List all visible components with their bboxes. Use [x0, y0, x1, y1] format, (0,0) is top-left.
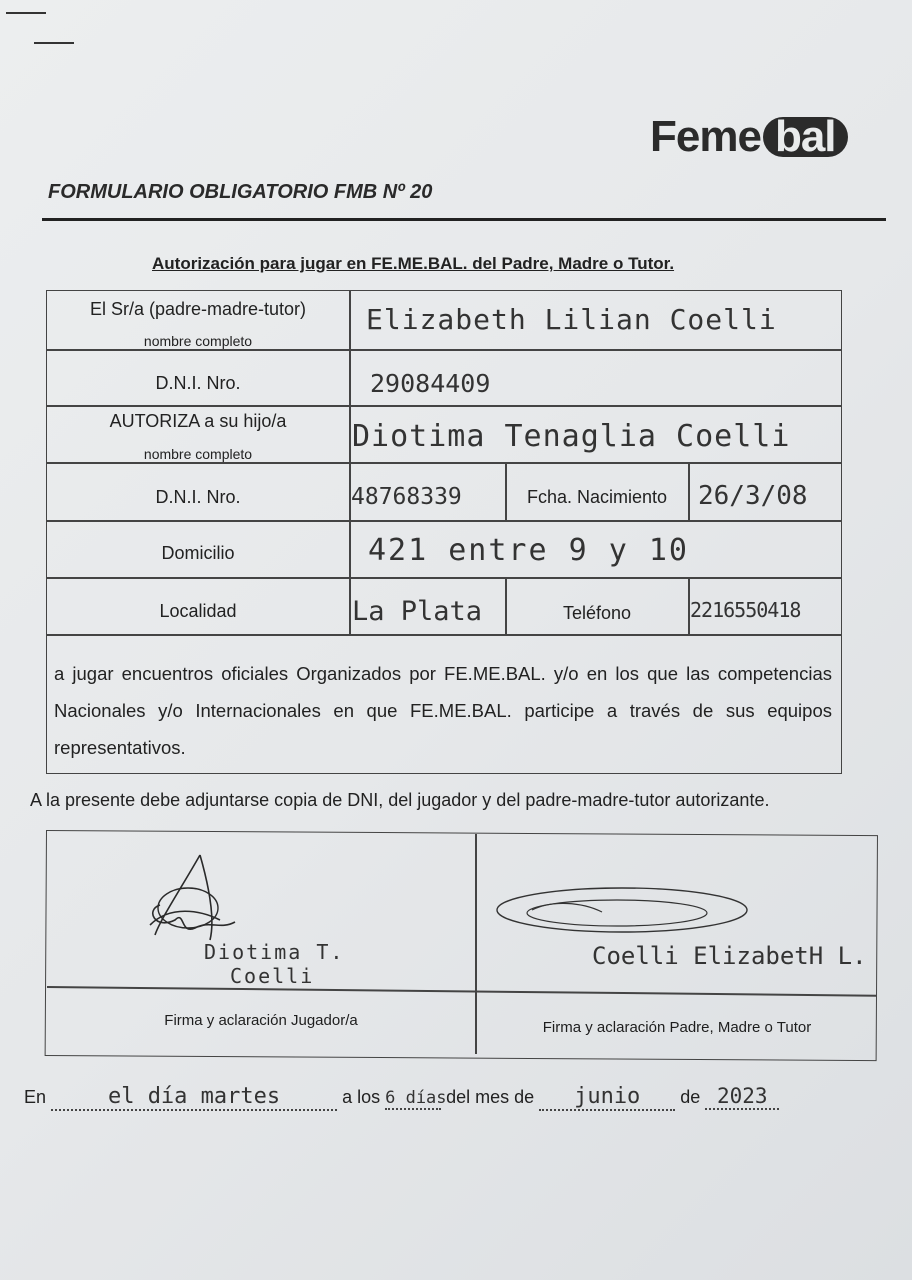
- day-value: el día martes: [51, 1084, 337, 1111]
- city-label: Localidad: [159, 601, 237, 621]
- column-divider: [688, 462, 690, 520]
- row-divider: [46, 462, 841, 464]
- page-mark: [6, 12, 46, 14]
- parent-signature-caption: Firma y aclaración Padre, Madre o Tutor: [542, 1019, 812, 1036]
- title-rule: [42, 218, 886, 221]
- femebal-logo: [650, 112, 848, 162]
- birth-date-label: Fcha. Nacimiento: [526, 487, 668, 507]
- child-dni-label: D.N.I. Nro.: [155, 487, 241, 507]
- child-name-value: Diotima Tenaglia Coelli: [352, 419, 791, 454]
- child-dni-value: 48768339: [351, 484, 462, 510]
- parent-dni-label: D.N.I. Nro.: [155, 373, 241, 393]
- form-subtitle: Autorización para jugar en FE.ME.BAL. del Padre, Madre o Tutor.: [152, 254, 675, 273]
- row-divider: [46, 405, 841, 407]
- a-los-text: a los: [342, 1087, 381, 1107]
- parent-dni-value: 29084409: [370, 369, 491, 398]
- del-mes-text: del mes de: [446, 1087, 535, 1107]
- month-value: junio: [539, 1084, 675, 1111]
- days-value: 6 días: [385, 1088, 447, 1108]
- child-sublabel: nombre completo: [143, 446, 253, 462]
- row-divider: [46, 634, 841, 636]
- row-divider: [46, 349, 841, 351]
- de-text: de: [680, 1087, 701, 1107]
- page-mark: [34, 42, 74, 44]
- row-divider: [46, 577, 841, 579]
- parent-signature: [492, 880, 762, 940]
- player-signature: [140, 850, 250, 950]
- player-signature-caption: Firma y aclaración Jugador/a: [164, 1012, 358, 1029]
- signature-divider: [475, 834, 477, 1054]
- address-label: Domicilio: [161, 543, 235, 563]
- birth-date-value: 26/3/08: [698, 481, 808, 511]
- parent-name-value: Elizabeth Lilian Coelli: [366, 303, 777, 336]
- parent-sublabel: nombre completo: [143, 333, 253, 349]
- player-name-line2: Coelli: [230, 964, 315, 988]
- logo-text: Feme: [650, 112, 761, 161]
- column-divider: [349, 290, 351, 634]
- phone-value: 2216550418: [690, 598, 801, 622]
- parent-label: El Sr/a (padre-madre-tutor): [89, 299, 307, 319]
- form-title: FORMULARIO OBLIGATORIO FMB Nº 20: [48, 181, 433, 203]
- attachment-note: A la presente debe adjuntarse copia de DNI, del jugador y del padre-madre-tutor autorizante.: [30, 790, 770, 810]
- child-label: AUTORIZA a su hijo/a: [109, 411, 287, 431]
- phone-label: Teléfono: [562, 603, 632, 623]
- city-value: La Plata: [352, 596, 483, 627]
- date-prefix: En: [24, 1087, 47, 1107]
- parent-name-written: Coelli ElizabetH L.: [592, 942, 867, 970]
- year-value: 2023: [705, 1084, 779, 1110]
- address-value: 421 entre 9 y 10: [368, 533, 689, 568]
- row-divider: [46, 520, 841, 522]
- date-line: [24, 1084, 779, 1111]
- logo-pill-text: bal: [763, 117, 848, 157]
- authorization-text: a jugar encuentros oficiales Organizados por FE.ME.BAL. y/o en los que las competencias Nacionales y/o Internacionales en que FE.ME.BAL. participe a través de sus equipos representativos.: [54, 663, 832, 758]
- player-name-line1: Diotima T.: [204, 940, 345, 964]
